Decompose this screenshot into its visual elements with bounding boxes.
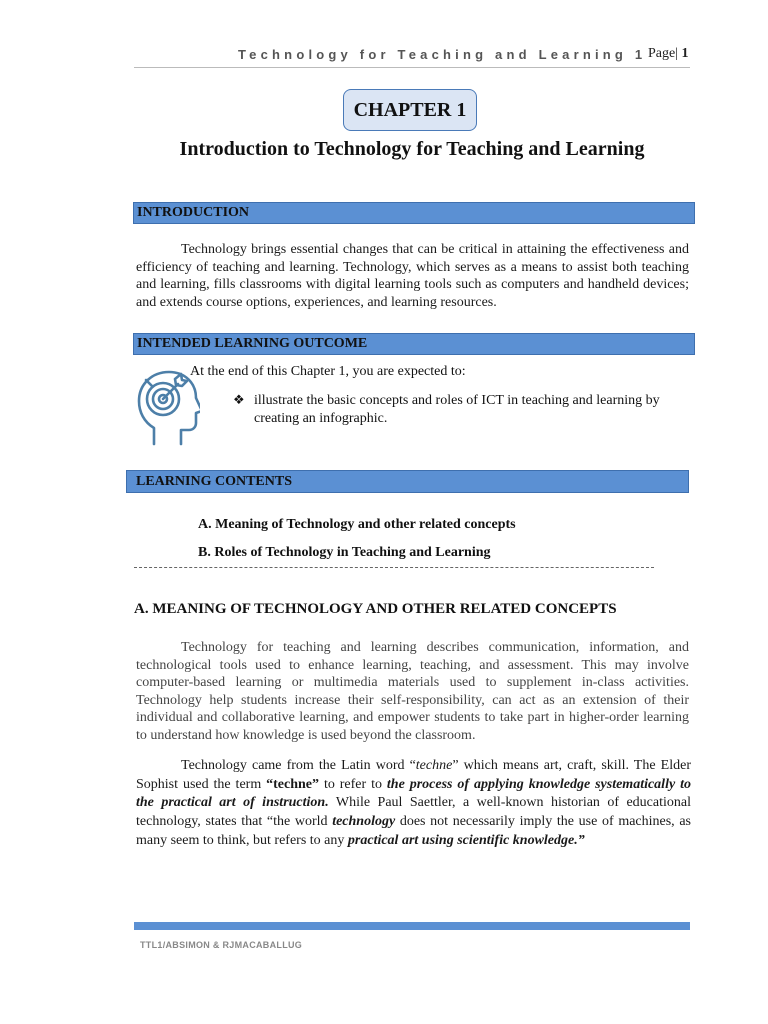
p2-techne-bold: “techne” — [266, 776, 320, 792]
section-learning-contents-label: LEARNING CONTENTS — [136, 473, 292, 489]
footer-bar — [134, 922, 690, 930]
introduction-paragraph: Technology brings essential changes that can be critical in attaining the effectiveness and efficiency of teaching and learning. Technology, which serves as a means to assist both teaching and learning, fills classrooms with digital learning tools such as computers and handheld devices; and extends course options, experiences, and learning resources. — [136, 242, 689, 310]
section-a-heading: A. MEANING OF TECHNOLOGY AND OTHER RELATED CONCEPTS — [134, 601, 617, 617]
page-number: Page| 1 — [648, 46, 689, 61]
section-a-paragraph-1: Technology for teaching and learning describes communication, information, and technological tools used to enhance learning, teaching, and assessment. This may involve computer-based learning or multimedia materials used to supplement in-class activities. Technology help students increase their self-responsibility, can act as an extension of their individual and collaborative learning, and empower students to take part in higher-order learning to understand how knowledge is used beyond the classroom. — [136, 640, 689, 743]
section-outcome-label: INTENDED LEARNING OUTCOME — [137, 336, 368, 351]
section-introduction-heading — [133, 202, 695, 224]
running-header-title: Technology for Teaching and Learning 1 — [238, 47, 647, 62]
page-number-value: 1 — [681, 46, 689, 61]
section-a-paragraph-2 — [136, 757, 691, 851]
learning-contents-item-b: B. Roles of Technology in Teaching and Learning — [198, 545, 491, 560]
p2-practical-emphasis: practical art using scientific knowledge.” — [347, 832, 585, 848]
p2-text-4: While Paul Saettler, a well-known historian of educational technology, states that “the world — [136, 795, 691, 830]
p2-techne-italic: techne — [415, 758, 453, 773]
header-rule — [134, 67, 690, 68]
p2-process-emphasis: the process of applying knowledge systematically to the practical art of instruction. — [136, 776, 691, 811]
page-label: Page — [648, 46, 676, 61]
p2-text-5: does not necessarily imply the use of machines, as many seem to think, but refers to any — [136, 814, 692, 848]
section-learning-contents-heading — [126, 470, 689, 493]
footer-credits: TTL1/ABSIMON & RJMACABALLUG — [140, 940, 303, 950]
dashed-divider — [134, 567, 654, 568]
outcome-intro-text: At the end of this Chapter 1, you are expected to: — [190, 364, 466, 379]
p2-text-1: Technology came from the Latin word “ — [181, 758, 416, 773]
learning-contents-item-a: A. Meaning of Technology and other related concepts — [198, 517, 516, 532]
chapter-label: CHAPTER 1 — [353, 98, 467, 121]
diamond-bullet-icon: ❖ — [233, 392, 245, 407]
outcome-bullet-item: illustrate the basic concepts and roles of ICT in teaching and learning by creating an infographic. — [254, 393, 660, 426]
p2-technology-emphasis: technology — [332, 814, 396, 830]
section-introduction-label: INTRODUCTION — [137, 205, 250, 220]
chapter-label-box — [343, 89, 477, 131]
chapter-title: Introduction to Technology for Teaching and Learning — [179, 138, 645, 160]
section-outcome-heading — [133, 333, 695, 355]
p2-text-2: ” which means art, craft, skill. The Elder Sophist used the term — [136, 758, 691, 792]
p2-text-3: to refer to — [319, 776, 387, 792]
